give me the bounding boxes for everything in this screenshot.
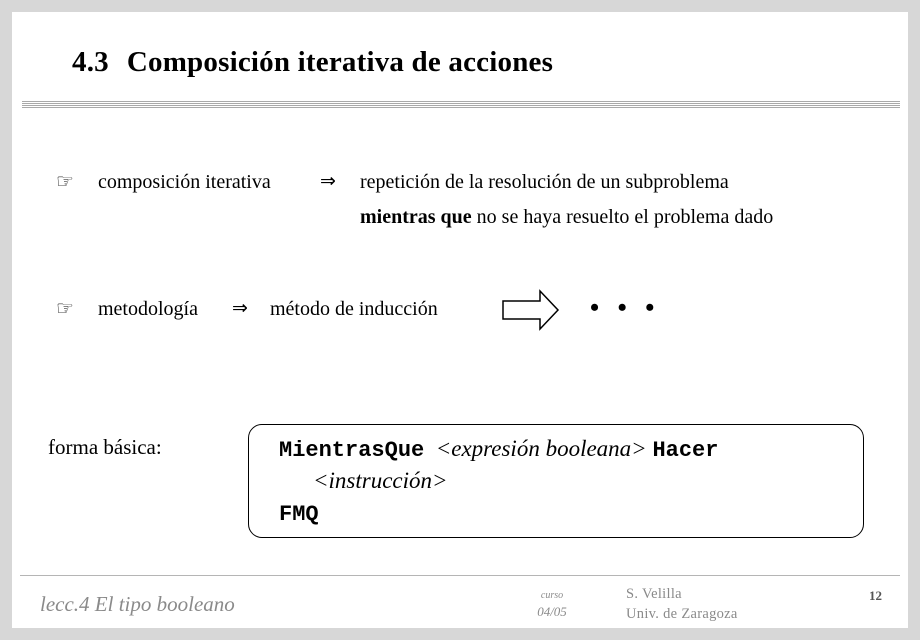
syntax-line-3 — [279, 499, 319, 529]
right-arrow-icon — [502, 289, 562, 331]
page-number: 12 — [869, 588, 882, 603]
pointing-hand-icon: ☞ — [56, 298, 74, 320]
section-title: Composición iterativa de acciones — [126, 46, 554, 78]
keyword-while: mientras que — [360, 206, 472, 228]
basic-form-label: forma básica: — [48, 435, 162, 459]
bullet-term-methodology: metodología — [98, 298, 198, 320]
footer-author: S. Velilla — [626, 586, 682, 602]
keyword-fmq: FMQ — [279, 502, 319, 527]
bullet-definition-induction: método de inducción — [270, 298, 438, 320]
footer-course-title: lecc.4 El tipo booleano — [40, 592, 235, 616]
footer-term-year: 04/05 — [537, 604, 567, 619]
slide — [12, 12, 908, 628]
footer-institution: Univ. de Zaragoza — [626, 606, 738, 622]
syntax-line-1 — [279, 435, 718, 465]
title-divider-1 — [22, 101, 900, 102]
bullet-definition-line1: repetición de la resolución de un subproblema — [360, 171, 729, 193]
implies-icon: ⇒ — [320, 171, 336, 192]
slide-title — [72, 46, 553, 79]
footer-divider — [20, 575, 900, 576]
bullet-definition-line2-rest: no se haya resuelto el problema dado — [471, 206, 774, 228]
syntax-line-2 — [313, 467, 448, 495]
syntax-box — [248, 424, 864, 538]
keyword-mientrasque: MientrasQue — [279, 438, 425, 463]
pointing-hand-icon: ☞ — [56, 171, 74, 193]
bullet-term-iterative: composición iterativa — [98, 171, 271, 193]
title-divider-4 — [22, 107, 900, 108]
keyword-hacer: Hacer — [652, 438, 719, 463]
implies-icon: ⇒ — [232, 298, 248, 319]
boolean-expression-placeholder: <expresión booleana> — [435, 436, 647, 461]
instruction-placeholder: <instrucción> — [313, 468, 448, 493]
ellipsis-continuation: • • • — [590, 293, 661, 322]
title-divider-2 — [22, 103, 900, 104]
section-number: 4.3 — [72, 46, 109, 78]
title-divider-3 — [22, 105, 900, 106]
bullet-definition-line2 — [360, 205, 773, 229]
footer-term-label: curso — [540, 590, 564, 601]
